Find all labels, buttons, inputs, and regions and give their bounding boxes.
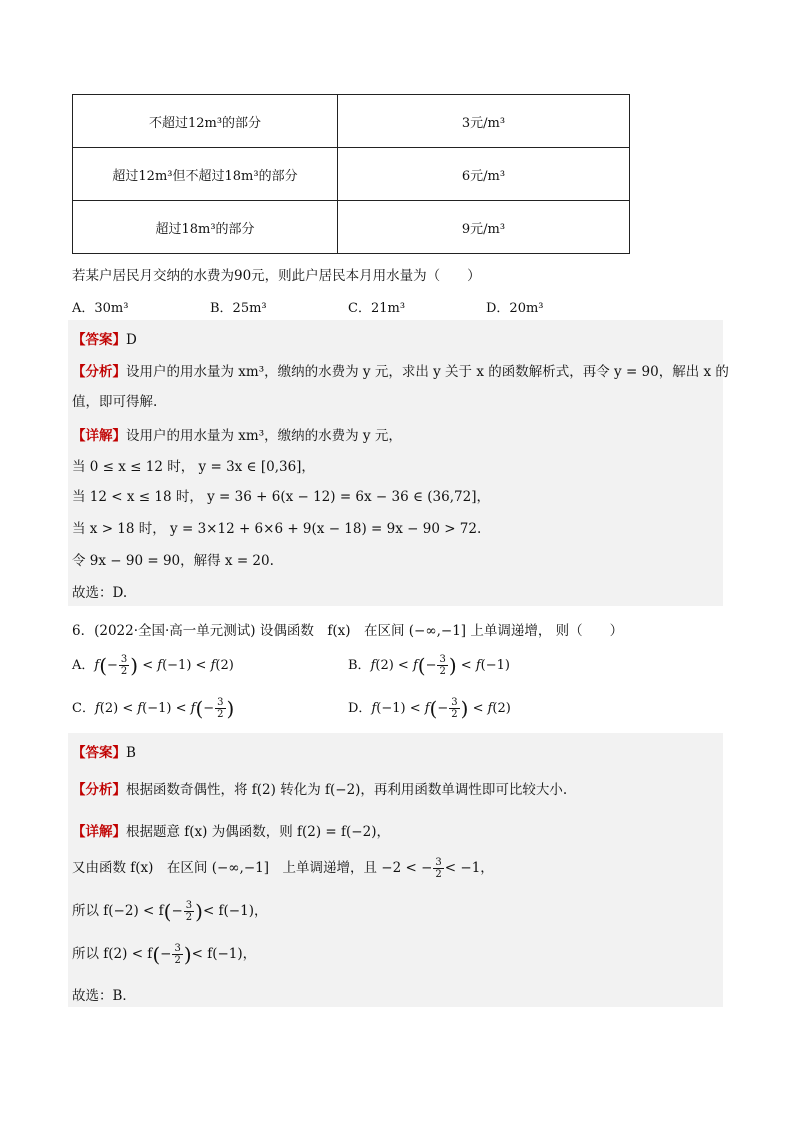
choose-5: 故选：D. <box>72 585 128 601</box>
table-row <box>73 148 630 201</box>
option-label: A． <box>72 658 95 673</box>
analysis-text: 根据函数奇偶性，将 f(2) 转化为 f(−2)，再利用函数单调性即可比较大小. <box>126 782 568 798</box>
q6-option-a: A．f(− $\frac{3}{2}$ ) < f(−1) < f(2) <box>72 653 234 678</box>
q6-option-c: C．f(2) < f(−1) < f(− $\frac{3}{2}$ ) <box>72 696 235 721</box>
detail-text: 根据题意 f(x) 为偶函数，则 f(2) = f(−2)， <box>126 824 390 840</box>
detail-text: 所以 f(2) < f <box>72 946 153 962</box>
table-cell-range: 超过12m³但不超过18m³的部分 <box>73 148 338 201</box>
option-label: D． <box>348 701 372 716</box>
q6-option-b: B．f(2) < f(− $\frac{3}{2}$ ) < f(−1) <box>348 653 510 678</box>
answer-value: B <box>126 745 136 761</box>
detail-text: 设用户的用水量为 xm³，缴纳的水费为 y 元， <box>126 428 402 444</box>
option-label: C． <box>72 701 95 716</box>
analysis-text: 设用户的用水量为 xm³，缴纳的水费为 y 元，求出 y 关于 x 的函数解析式，再令 y = 90，解出 x 的 <box>126 364 729 380</box>
detail-tag: 【详解】 <box>72 428 126 444</box>
detail-5-line-3: 当 12 < x ≤ 18 时， y = 36 + 6(x − 12) = 6x − 36 ∈ (36,72]， <box>72 489 490 505</box>
table-cell-price: 6元/m³ <box>338 148 630 201</box>
detail-6-line-2: 又由函数 f(x) 在区间 (−∞,−1] 上单调递增，且 −2 < − $\frac{3}{2}$ < −1， <box>72 857 494 880</box>
q5-option-c: C．21m³ <box>348 301 406 316</box>
answer-5 <box>72 328 137 348</box>
table-cell-range: 超过18m³的部分 <box>73 201 338 254</box>
question-5-stem: 若某户居民月交纳的水费为90元，则此户居民本月用水量为（ ） <box>72 268 481 284</box>
table-cell-price: 9元/m³ <box>338 201 630 254</box>
detail-text: < f(−1)， <box>191 946 257 962</box>
table-cell-price: 3元/m³ <box>338 95 630 148</box>
detail-5-line-4: 当 x > 18 时， y = 3×12 + 6×6 + 9(x − 18) = 9x − 90 > 72. <box>72 521 482 537</box>
analysis-5-line-2: 值，即可得解. <box>72 394 158 410</box>
answer-tag: 【答案】 <box>72 745 126 761</box>
q5-option-b: B．25m³ <box>210 301 267 316</box>
detail-text: < f(−1)， <box>202 903 268 919</box>
question-6-stem: 6．(2022·全国·高一单元测试) 设偶函数 f(x) 在区间 (−∞,−1] 上单调递增， 则（ ） <box>72 623 624 639</box>
q5-option-d: D．20m³ <box>486 301 544 316</box>
detail-5-line-2: 当 0 ≤ x ≤ 12 时， y = 3x ∈ [0,36]， <box>72 459 315 475</box>
table-row <box>73 201 630 254</box>
option-label: B． <box>348 658 371 673</box>
water-price-table <box>72 94 630 254</box>
analysis-6 <box>72 778 567 798</box>
q5-option-a: A．30m³ <box>72 301 129 316</box>
detail-text: 所以 f(−2) < f <box>72 903 164 919</box>
analysis-tag: 【分析】 <box>72 782 126 798</box>
analysis-tag: 【分析】 <box>72 364 126 380</box>
detail-5-line-1 <box>72 424 402 444</box>
detail-tag: 【详解】 <box>72 824 126 840</box>
answer-6 <box>72 741 136 761</box>
table-cell-range: 不超过12m³的部分 <box>73 95 338 148</box>
answer-tag: 【答案】 <box>72 332 126 348</box>
detail-6-line-1 <box>72 820 390 840</box>
detail-6-line-3: 所以 f(−2) < f(− $\frac{3}{2}$ )< f(−1)， <box>72 899 268 924</box>
choose-6: 故选：B． <box>72 988 136 1004</box>
detail-6-line-4: 所以 f(2) < f(− $\frac{3}{2}$ )< f(−1)， <box>72 942 257 967</box>
q6-option-d: D．f(−1) < f(− $\frac{3}{2}$ ) < f(2) <box>348 696 511 721</box>
detail-text: < −1， <box>444 860 494 876</box>
table-row <box>73 95 630 148</box>
detail-5-line-5: 令 9x − 90 = 90，解得 x = 20. <box>72 553 274 569</box>
detail-text: 又由函数 f(x) 在区间 (−∞,−1] 上单调递增，且 −2 < − <box>72 860 433 876</box>
answer-value: D <box>126 332 137 348</box>
analysis-5-line-1 <box>72 360 729 380</box>
